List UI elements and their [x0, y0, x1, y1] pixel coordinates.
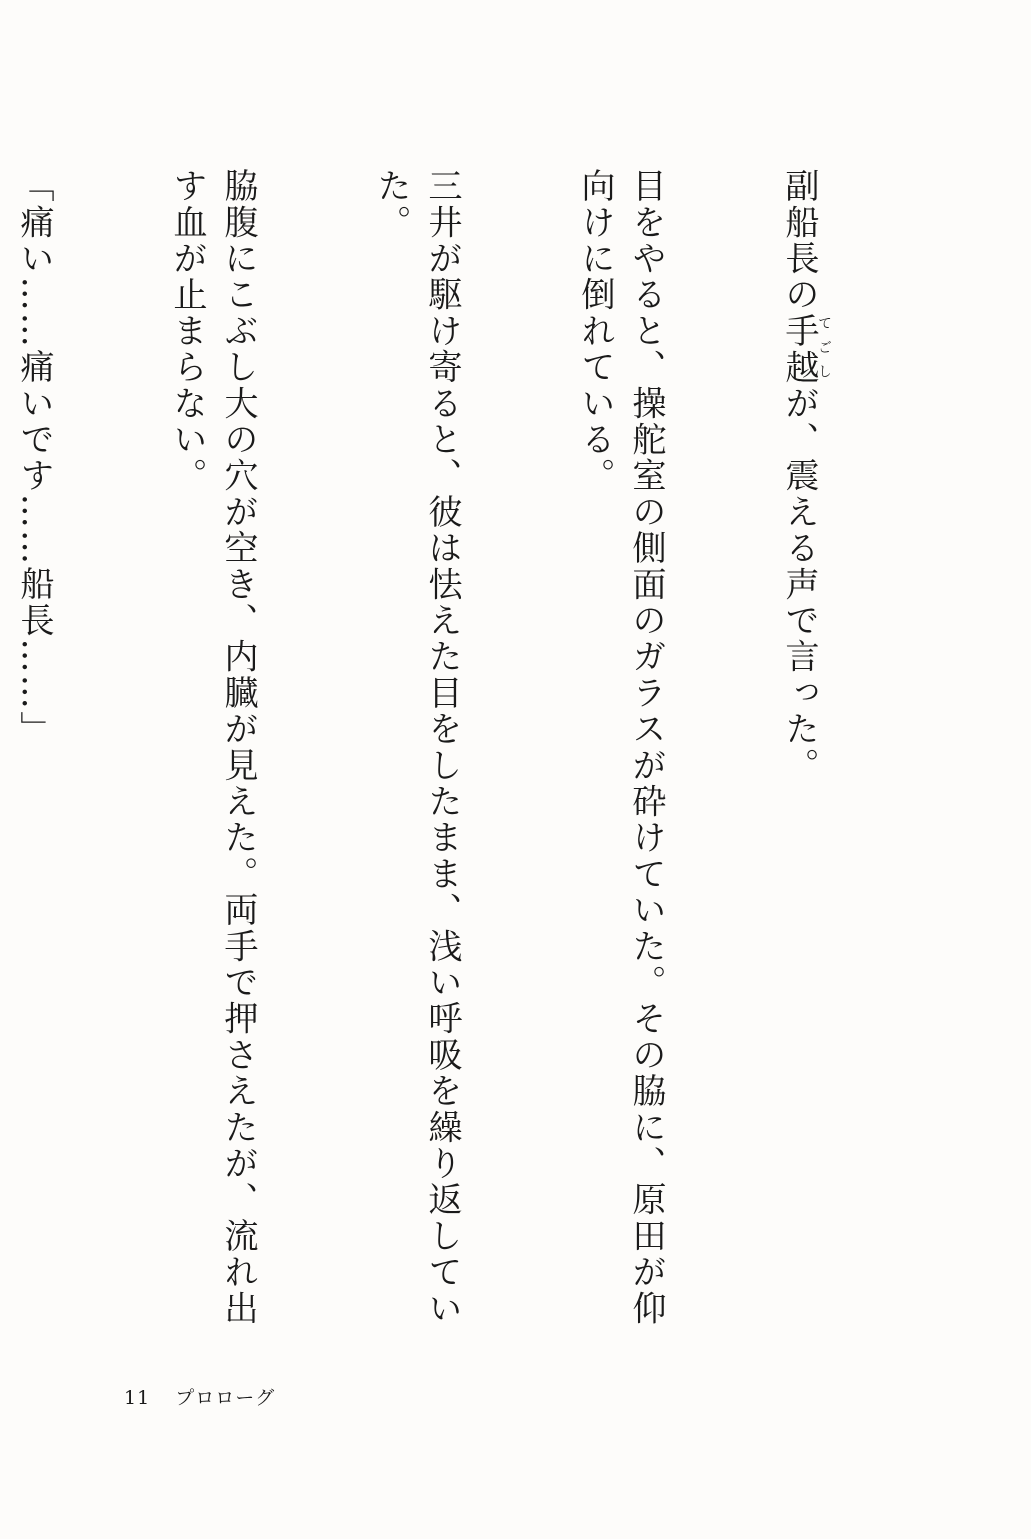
body-text — [0, 168, 933, 1338]
ruby-reading: てごし — [816, 312, 832, 386]
text-line-2: 目をやると、操舵室の側面のガラスが砕けていた。その脇に、原田が仰向けに倒れている。 — [575, 168, 666, 1327]
ruby-annotation: 手越てごし — [779, 312, 832, 386]
text-line-4: 脇腹にこぶし大の穴が空き、内臓が見えた。両手で押さえたが、流れ出す血が止まらない。 — [167, 168, 258, 1327]
page-footer — [124, 1383, 275, 1410]
page-number: 11 — [124, 1387, 151, 1409]
text-line-1 — [773, 168, 831, 1338]
running-chapter-title: プロローグ — [175, 1387, 276, 1409]
text-line-5: 「痛い……痛いです……船長……」 — [14, 168, 54, 748]
text-line-1-content: 副船長の手越てごしが、震える声で言った。 — [779, 168, 832, 784]
text-line-3: 三井が駆け寄ると、彼は怯えた目をしたまま、浅い呼吸を繰り返していた。 — [371, 168, 462, 1327]
